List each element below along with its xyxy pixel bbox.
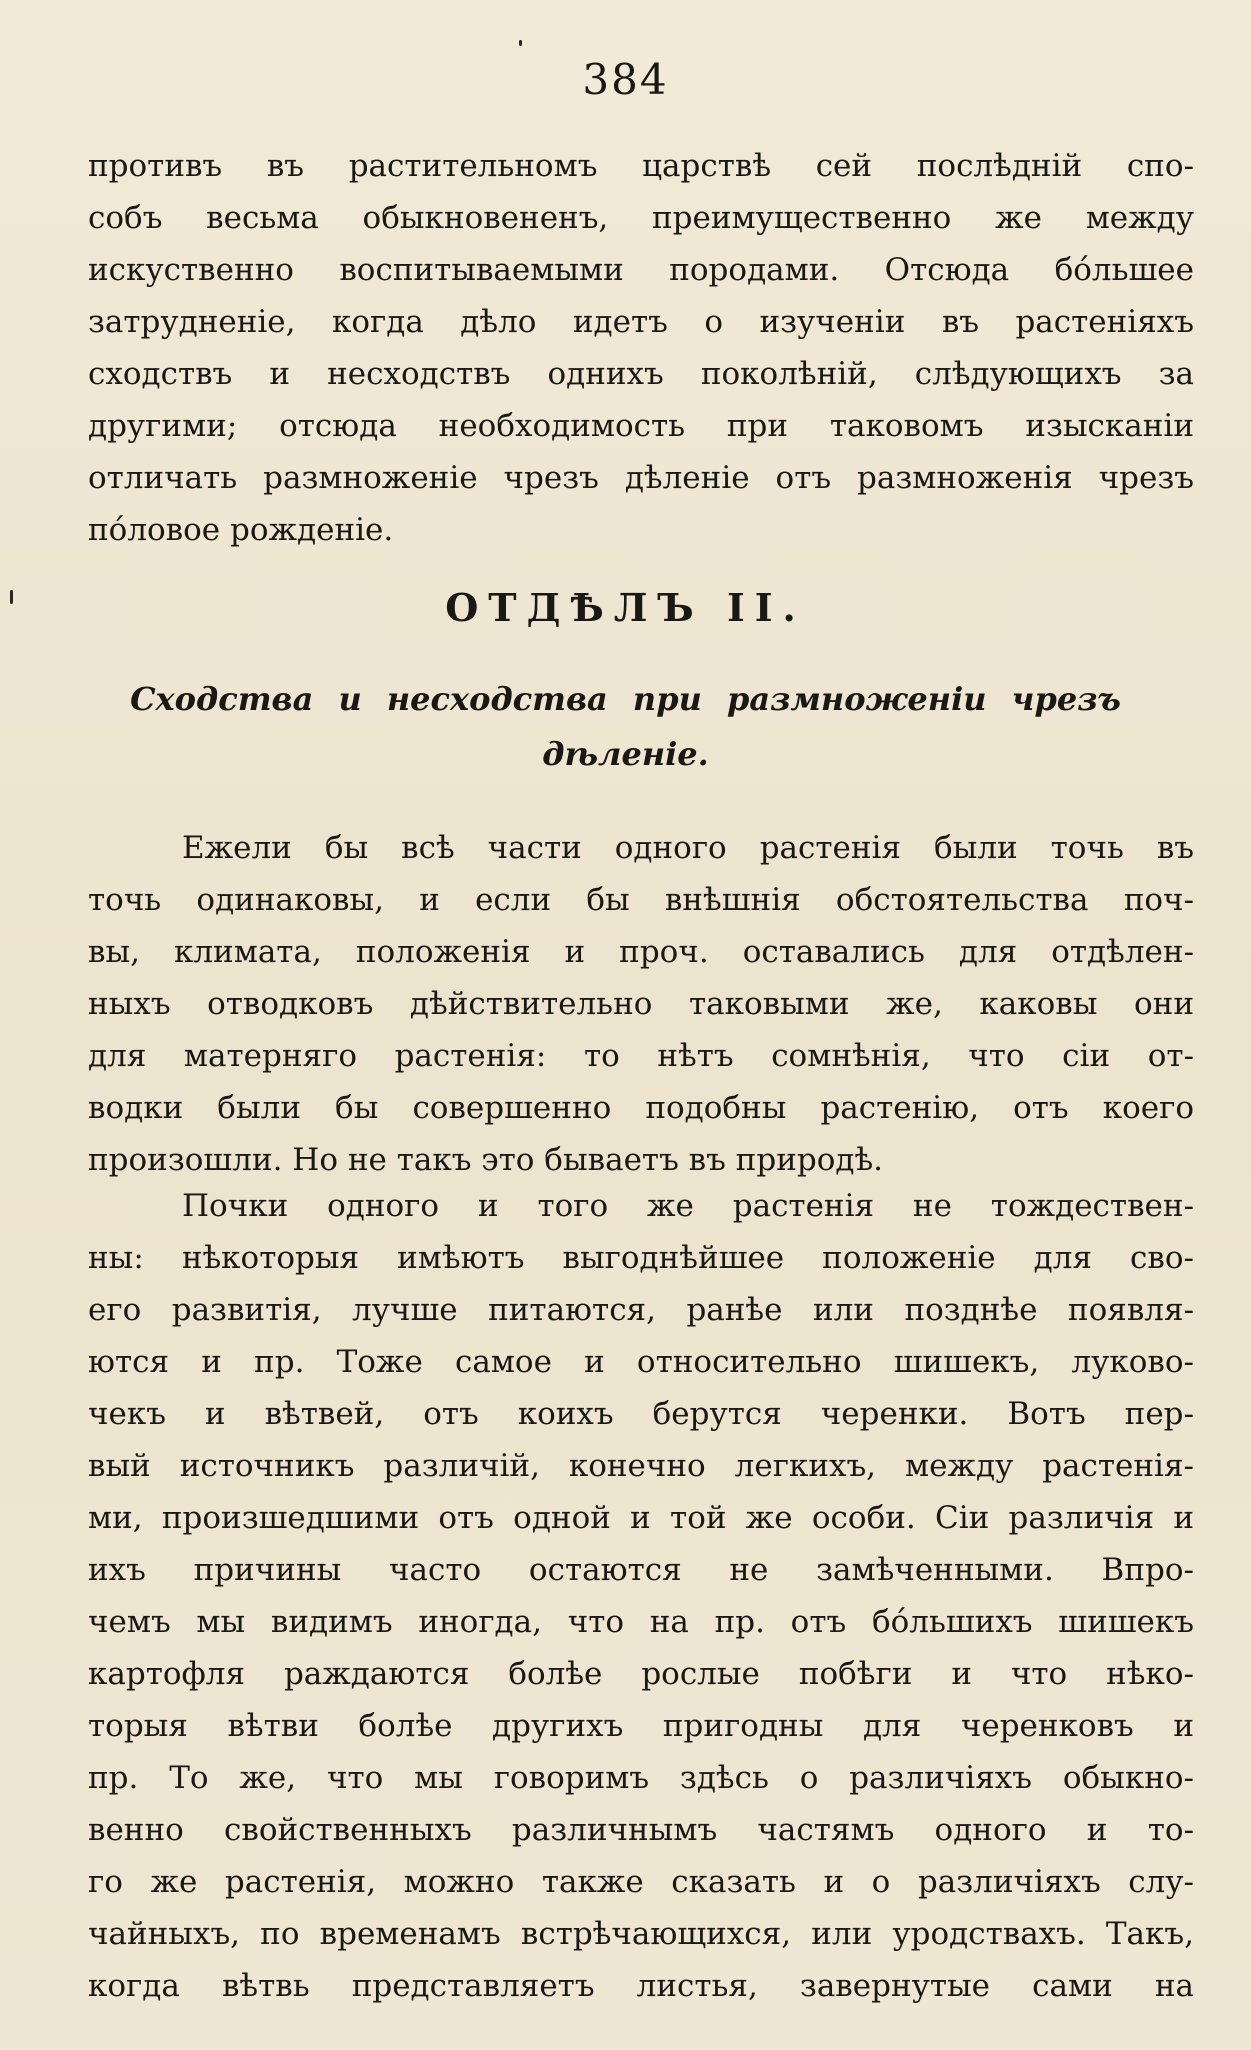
- text-line: ми, произшедшими отъ одной и той же особи. Сіи различія и: [88, 1500, 1194, 1536]
- text-line: чекъ и вѣтвей, отъ коихъ берутся черенки. Вотъ пер-: [88, 1396, 1194, 1432]
- text-line: го же растенія, можно также сказать и о различіяхъ слу-: [88, 1864, 1194, 1900]
- text-line: когда вѣтвь представляетъ листья, завернутые сами на: [88, 1968, 1194, 2004]
- text-line: другими; отсюда необходимость при таковомъ изысканіи: [88, 408, 1194, 444]
- text-line: водки были бы совершенно подобны растенію, отъ коего: [88, 1090, 1194, 1126]
- section-heading: ОТДѢЛЪ II.: [445, 585, 806, 630]
- text-line: торыя вѣтви болѣе другихъ пригодны для черенковъ и: [88, 1708, 1194, 1744]
- text-line: сходствъ и несходствъ однихъ поколѣній, слѣдующихъ за: [88, 356, 1194, 392]
- text-line: искуственно воспитываемыми породами. Отсюда бо́льшее: [88, 252, 1194, 288]
- text-line: по́ловое рожденіе.: [88, 512, 394, 548]
- text-line: пр. То же, что мы говоримъ здѣсь о различіяхъ обыкно-: [88, 1760, 1194, 1796]
- text-line: картофля раждаются болѣе рослые побѣги и что нѣко-: [88, 1656, 1194, 1692]
- section-subtitle-line1: Сходства и несходства при размноженіи чрезъ: [130, 680, 1121, 718]
- text-line: чемъ мы видимъ иногда, что на пр. отъ бо́льшихъ шишекъ: [88, 1604, 1194, 1640]
- text-line: собъ весьма обыкновененъ, преимущественно же между: [88, 200, 1194, 236]
- text-line: затрудненіе, когда дѣло идетъ о изученіи въ растеніяхъ: [88, 304, 1194, 340]
- text-line: ны: нѣкоторыя имѣютъ выгоднѣйшее положеніе для сво-: [88, 1240, 1194, 1276]
- text-line: Почки одного и того же растенія не тождествен-: [182, 1188, 1194, 1224]
- text-line: ихъ причины часто остаются не замѣченными. Впро-: [88, 1552, 1194, 1588]
- text-line: ются и пр. Тоже самое и относительно шишекъ, луково-: [88, 1344, 1194, 1380]
- text-line: произошли. Но не такъ это бываетъ въ природѣ.: [88, 1142, 883, 1178]
- text-line: Ежели бы всѣ части одного растенія были точь въ: [182, 830, 1194, 866]
- page-number: 384: [582, 55, 669, 104]
- paragraph-1: [88, 822, 1194, 1186]
- text-line: венно свойственныхъ различнымъ частямъ одного и то-: [88, 1812, 1194, 1848]
- text-line: противъ въ растительномъ царствѣ сей послѣдній спо-: [88, 148, 1194, 184]
- text-line: его развитія, лучше питаются, ранѣе или позднѣе появля-: [88, 1292, 1194, 1328]
- section-subtitle-line2: дѣленіе.: [542, 735, 709, 773]
- text-line: отличать размноженіе чрезъ дѣленіе отъ размноженія чрезъ: [88, 460, 1194, 496]
- text-line: точь одинаковы, и если бы внѣшнія обстоятельства поч-: [88, 882, 1194, 918]
- text-line: ныхъ отводковъ дѣйствительно таковыми же, каковы они: [88, 986, 1194, 1022]
- text-line: вый источникъ различій, конечно легкихъ, между растенія-: [88, 1448, 1194, 1484]
- text-line: для матерняго растенія: то нѣтъ сомнѣнія, что сіи от-: [88, 1038, 1194, 1074]
- text-line: чайныхъ, по временамъ встрѣчающихся, или уродствахъ. Такъ,: [88, 1916, 1194, 1952]
- print-speck-top: [519, 40, 522, 46]
- intro-paragraph: [88, 140, 1194, 556]
- paragraph-2: [88, 1180, 1194, 2012]
- text-line: вы, климата, положенія и проч. оставались для отдѣлен-: [88, 934, 1194, 970]
